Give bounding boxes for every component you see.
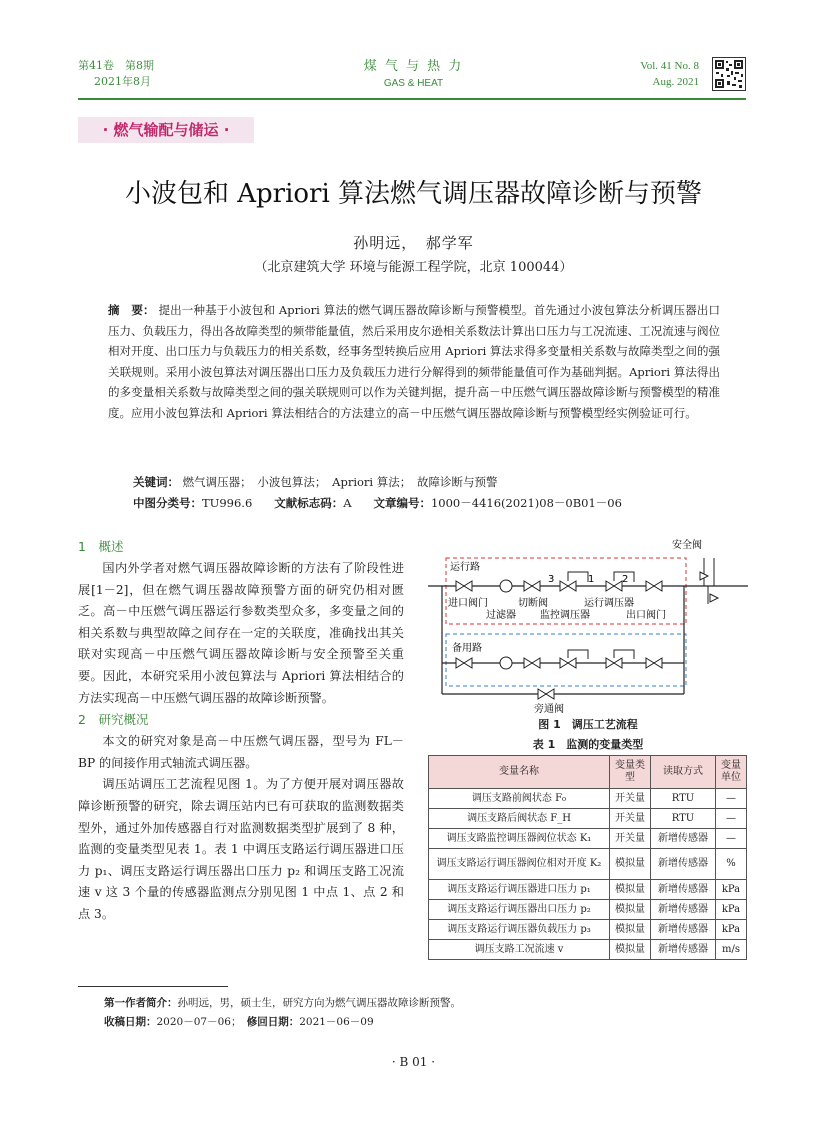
section2-paragraph-2: 调压站调压工艺流程见图 1。为了方便开展对调压器故障诊断预警的研究，除去调压站内已有可获取的监测数据类型外，通过外加传感器自行对监测数据类型扩展到了 8 种，监测的变量类型见表 1。表 1 中调压支路运行调压器进口压力 p₁、调压支路运行调压器出口压力 p₂ 和调压支路工况流速 v 这 3 个量的传感器监测点分别见图 1 中点 1、点 2 和点 3。 [78, 777, 404, 921]
label-safety-valve: 安全阀 [672, 540, 702, 551]
docmark-value: A [343, 496, 352, 510]
label-point-1: 1 [588, 574, 595, 585]
keywords-label: 关键词： [133, 475, 179, 489]
class-value: TU996.6 [202, 496, 253, 510]
page-title: 小波包和 Apriori 算法燃气调压器故障诊断与预警 [124, 179, 703, 209]
cell-name: 调压支路运行调压器负载压力 p₃ [429, 920, 610, 940]
label-point-3: 3 [548, 574, 555, 585]
journal-cn: 煤 气 与 热 力 [363, 59, 464, 74]
variables-table [428, 755, 747, 960]
cell-name: 调压支路前阀状态 F₀ [429, 789, 610, 809]
classification-line [133, 493, 733, 513]
cell-unit: % [716, 849, 747, 880]
cell-name: 调压支路工况流速 v [429, 940, 610, 960]
revised-label: 修回日期： [246, 1016, 300, 1028]
table-header-row [429, 756, 747, 789]
cell-type: 模拟量 [610, 940, 651, 960]
table-row [429, 880, 747, 900]
cell-name: 调压支路运行调压器阀位相对开度 K₂ [429, 849, 610, 880]
label-outlet-valve: 出口阀门 [626, 610, 666, 621]
cell-unit: kPa [716, 880, 747, 900]
cell-read: 新增传感器 [651, 940, 716, 960]
cell-type: 模拟量 [610, 849, 651, 880]
journal-name [0, 58, 827, 92]
label-run-reg: 运行调压器 [584, 598, 634, 609]
figure-1 [428, 536, 748, 714]
date-en: Aug. 2021 [652, 76, 699, 88]
table-row [429, 809, 747, 829]
cell-read: 新增传感器 [651, 900, 716, 920]
cell-type: 开关量 [610, 809, 651, 829]
abstract-text: 提出一种基于小波包和 Apriori 算法的燃气调压器故障诊断与预警模型。首先通过小波包算法分析调压器出口压力、负载压力，得出各故障类型的频带能量值，然后采用皮尔逊相关系数法计算出口压力与工况流速、工况流速与阀位相对开度、出口压力与负载压力的相关系数，经事务型转换后应用 Apriori 算法求得多变量相关系数与故障类型之间的强关联规则。采用小波包算法对调压器出口压力及负载压力进行分解得到的频带能量值可作为基础判据。Apriori 算法得出的多变量相关系数与故障类型之间的强关联规则可以作为关键判据，提升高－中压燃气调压器故障诊断与预警模型的精准度。应用小波包算法和 Apriori 算法相结合的方法建立的高－中压燃气调压器故障诊断与预警模型经实例验证可行。 [108, 303, 721, 420]
cell-name: 调压支路后阀状态 F_H [429, 809, 610, 829]
cell-type: 模拟量 [610, 900, 651, 920]
table-row [429, 829, 747, 849]
abstract-label: 摘 要： [108, 303, 155, 317]
keywords-text: 燃气调压器； 小波包算法； Apriori 算法； 故障诊断与预警 [182, 475, 498, 489]
col-header-name: 变量名称 [429, 756, 610, 789]
revised-date: 2021－06－09 [299, 1016, 374, 1028]
section-tag: · 燃气输配与储运 · [78, 117, 254, 143]
keywords [133, 472, 733, 492]
monitor-regulator-icon [568, 581, 576, 591]
volume-en: Vol. 41 No. 8 [640, 60, 699, 72]
table-row [429, 789, 747, 809]
section2-heading: 2 研究概况 [78, 712, 149, 728]
table-row [429, 920, 747, 940]
issue-info-en [640, 58, 699, 90]
cell-name: 调压支路运行调压器进口压力 p₁ [429, 880, 610, 900]
date-cn: 2021年8月 [94, 75, 151, 88]
table-1 [428, 755, 747, 960]
col-header-read: 读取方式 [651, 756, 716, 789]
left-column [78, 536, 404, 926]
volume-cn: 第41卷 第8期 [78, 59, 154, 72]
cell-read: RTU [651, 789, 716, 809]
table-row [429, 900, 747, 920]
authors: 孙明远， 郝学军 [353, 234, 474, 252]
article-label: 文章编号： [373, 496, 431, 510]
footnote-author [104, 994, 461, 1012]
col-header-unit: 变量单位 [716, 756, 747, 789]
label-inlet-valve: 进口阀门 [448, 598, 488, 609]
footnote-divider [78, 986, 228, 987]
cell-type: 开关量 [610, 789, 651, 809]
label-bypass-valve: 旁通阀 [534, 704, 564, 714]
section1-paragraph: 国内外学者对燃气调压器故障诊断的方法有了阶段性进展[1－2]，但在燃气调压器故障预警方面的研究仍相对匮乏。高－中压燃气调压器运行参数类型众多，多变量之间的相关系数与典型故障之间存在一定的关联度，准确找出其关联对实现高－中压燃气调压器故障诊断与安全预警至关重要。因此，本研究采用小波包算法与 Apriori 算法相结合的方法实现高－中压燃气调压器的故障诊断预警。 [78, 561, 404, 705]
header-divider [78, 98, 746, 100]
class-label: 中图分类号： [133, 496, 202, 510]
cell-type: 模拟量 [610, 920, 651, 940]
qr-code-icon [712, 57, 746, 91]
label-monitor-reg: 监控调压器 [540, 610, 590, 621]
footnote-dates [104, 1013, 374, 1031]
filter-icon [500, 580, 512, 592]
docmark-label: 文献标志码： [274, 496, 344, 510]
cell-unit: m/s [716, 940, 747, 960]
footnote-author-text: 孙明远，男，硕士生，研究方向为燃气调压器故障诊断预警。 [177, 997, 461, 1009]
run-regulator-icon [614, 581, 622, 591]
col-header-type: 变量类型 [610, 756, 651, 789]
affiliation: （北京建筑大学 环境与能源工程学院，北京 100044） [254, 260, 573, 275]
abstract [108, 300, 720, 423]
cell-unit: — [716, 789, 747, 809]
label-run-line: 运行路 [450, 562, 480, 573]
cell-type: 模拟量 [610, 880, 651, 900]
cell-read: 新增传感器 [651, 920, 716, 940]
cell-unit: kPa [716, 900, 747, 920]
table-row [429, 940, 747, 960]
inlet-valve-icon [464, 581, 472, 591]
cell-unit: — [716, 809, 747, 829]
shutoff-valve-icon [532, 581, 540, 591]
outlet-valve-icon [654, 581, 662, 591]
cell-unit: — [716, 829, 747, 849]
cell-read: 新增传感器 [651, 849, 716, 880]
table-caption: 表 1 监测的变量类型 [532, 738, 644, 751]
label-point-2: 2 [622, 574, 629, 585]
cell-read: RTU [651, 809, 716, 829]
bypass-valve-icon [546, 689, 554, 699]
footnote-author-label: 第一作者简介： [104, 997, 178, 1009]
label-filter: 过滤器 [486, 610, 516, 621]
section2-paragraph-1: 本文的研究对象是高－中压燃气调压器，型号为 FL－BP 的间接作用式轴流式调压器。 [78, 734, 404, 770]
page-number: · B 01 · [391, 1055, 436, 1069]
section1-heading: 1 概述 [78, 539, 124, 554]
cell-name: 调压支路监控调压器阀位状态 K₁ [429, 829, 610, 849]
journal-en: GAS & HEAT [383, 78, 444, 89]
cell-read: 新增传感器 [651, 880, 716, 900]
cell-name: 调压支路运行调压器出口压力 p₂ [429, 900, 610, 920]
cell-type: 开关量 [610, 829, 651, 849]
figure-caption: 图 1 调压工艺流程 [538, 718, 638, 731]
cell-read: 新增传感器 [651, 829, 716, 849]
received-label: 收稿日期： [104, 1016, 157, 1028]
cell-unit: kPa [716, 920, 747, 940]
article-value: 1000－4416(2021)08－0B01－06 [430, 496, 622, 510]
received-date: 2020－07－06； [156, 1016, 237, 1028]
label-standby-line: 备用路 [452, 643, 482, 654]
label-shutoff-valve: 切断阀 [518, 598, 548, 609]
table-row [429, 849, 747, 880]
